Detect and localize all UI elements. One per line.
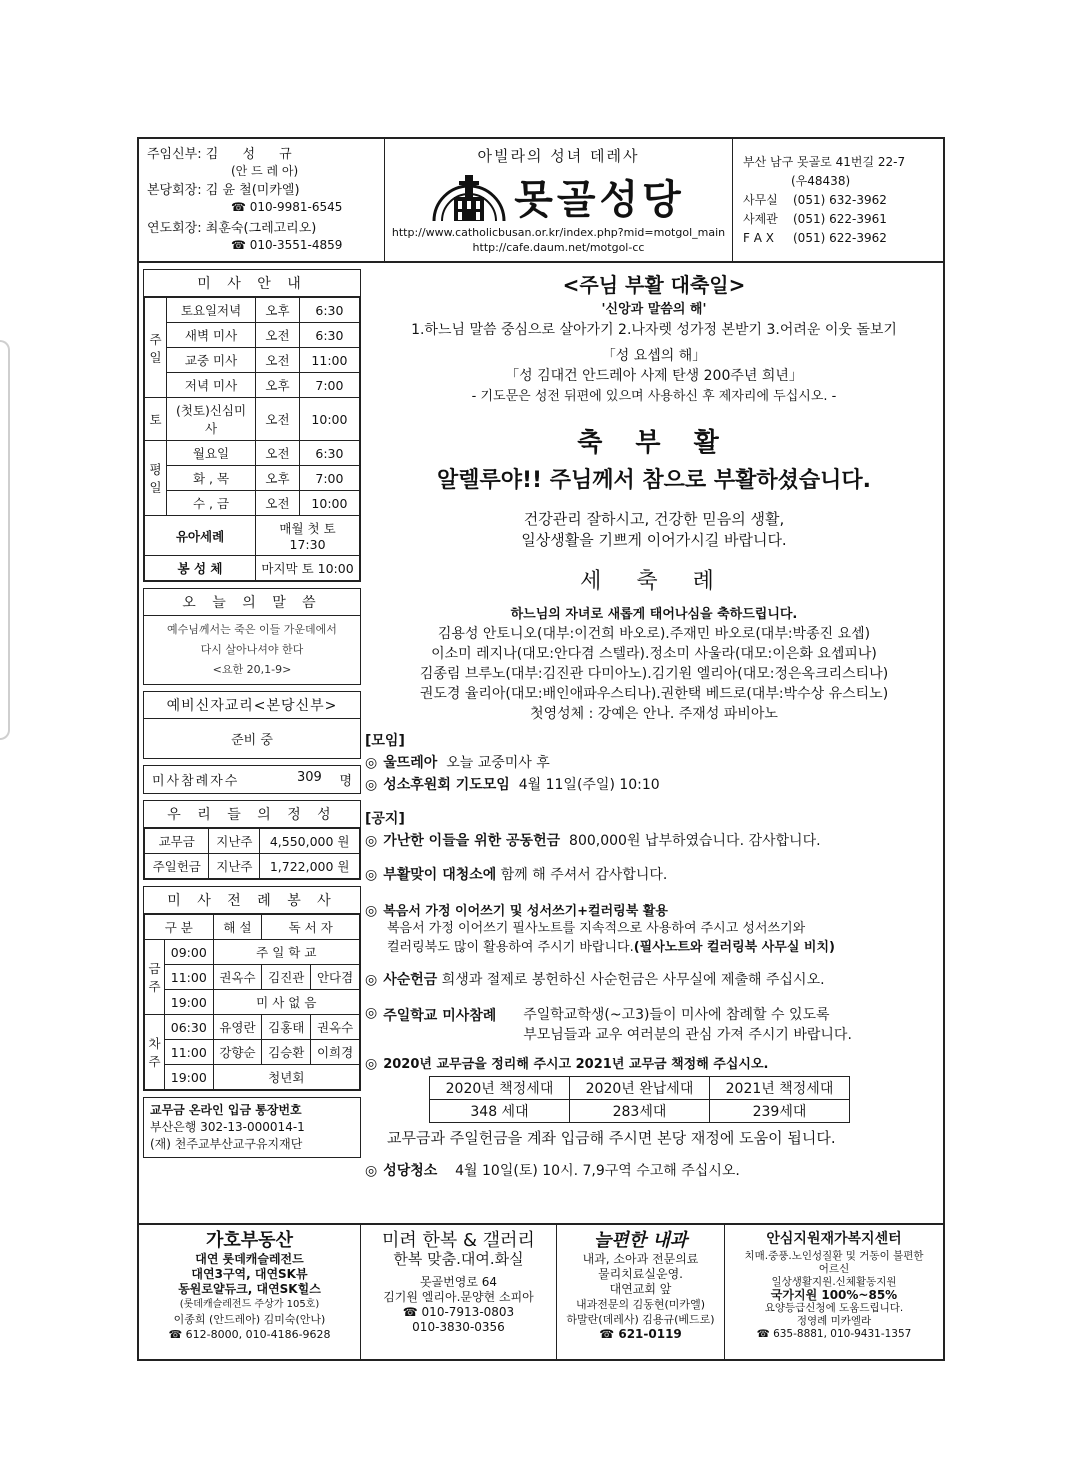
attendance-label: 미사참례자수 — [152, 774, 240, 789]
ad-line: 내과전문의 김동현(미카엘) — [576, 1298, 705, 1311]
ad-line: 대연 롯데캐슬레전드 — [195, 1252, 304, 1266]
bank-account-title: 교무금 온라인 입금 통장번호 — [150, 1103, 302, 1117]
catechumen-value: 준비 중 — [231, 733, 273, 748]
phone-icon: ☎ — [168, 1328, 186, 1341]
phone-icon: ☎ — [599, 1327, 619, 1341]
bible-title: 복음서 가정 이어쓰기 및 성서쓰기+컬러링북 활용 — [383, 904, 668, 919]
meeting-name: 성소후원회 기도모임 — [383, 777, 510, 793]
ad-welfare — [725, 1225, 943, 1359]
table-row — [145, 829, 360, 854]
server-name: 권옥수 — [311, 1015, 360, 1040]
ad-realestate — [139, 1225, 361, 1359]
server-name: 김진관 — [262, 965, 311, 990]
communion-sick-value: 마지막 토 10:00 — [256, 556, 360, 581]
bank-account-number: 부산은행 302-13-000014-1 — [150, 1120, 305, 1134]
ad-line: 대연3구역, 대연SK뷰 — [191, 1267, 308, 1281]
weekday-label: 평일 — [145, 441, 167, 516]
servers-table — [144, 914, 360, 1090]
server-name: 김승환 — [262, 1040, 311, 1065]
legion-phone: 010-3551-4859 — [249, 238, 343, 252]
offering-amount: 4,550,000 원 — [260, 829, 360, 854]
mass-time: 7:00 — [299, 373, 359, 398]
table-row — [145, 398, 360, 441]
ad-title: 안심지원재가복지센터 — [766, 1231, 902, 1247]
ad-line: 치매.중풍.노인성질환 및 거동이 불편한 — [744, 1250, 924, 1262]
special-year-1: 「성 요셉의 해」 — [601, 348, 707, 364]
fax-phone: (051) 622-3962 — [793, 231, 887, 245]
notice-text: 800,000원 납부하였습니다. 감사합니다. — [569, 833, 821, 849]
bullet-icon: ◎ — [365, 755, 378, 771]
ad-line: 이종희 (안드레아) 김미숙(안나) — [173, 1313, 326, 1326]
ad-line: 어르신 — [818, 1263, 850, 1275]
wish-line: 건강관리 잘하시고, 건강한 믿음의 생활, — [523, 510, 785, 528]
infant-baptism-value: 매월 첫 토 17:30 — [256, 516, 360, 556]
mass-ampm: 오전 — [256, 398, 300, 441]
household-table — [429, 1076, 850, 1123]
dues-note: 교무금과 주일헌금을 계좌 입금해 주시면 본당 재정에 도움이 됩니다. — [387, 1129, 836, 1147]
mass-name: 월요일 — [167, 441, 256, 466]
bullet-icon: ◎ — [365, 777, 378, 793]
mass-ampm: 오후 — [256, 298, 300, 323]
mass-name: 교중 미사 — [167, 348, 256, 373]
mass-time: 10:00 — [299, 398, 359, 441]
mass-time: 10:00 — [299, 491, 359, 516]
ad-line: 물리치료실운영. — [598, 1267, 683, 1281]
staff-info — [139, 139, 385, 261]
servers-title: 미 사 전 례 봉 사 — [144, 887, 360, 914]
ad-line: 못골번영로 64 — [419, 1275, 498, 1289]
ad-line: 한복 맞춤.대여.화실 — [393, 1250, 524, 1268]
parish-goals: 1.하느님 말씀 중심으로 살아가기 2.나자렛 성가정 본받기 3.어려운 이웃 돌보기 — [411, 322, 897, 338]
servers-box — [143, 886, 361, 1091]
legion-name: 최훈숙(그레고리오) — [205, 221, 317, 236]
bible-line: 복음서 가정 이어쓰기 필사노트를 지속적으로 사용하여 주시고 성서쓰기와 — [387, 921, 806, 936]
word-line: 예수님께서는 죽은 이들 가운데에서 — [167, 623, 337, 636]
household-count: 348 세대 — [430, 1100, 570, 1123]
office-label: 사무실 — [743, 193, 778, 207]
table-row — [145, 915, 360, 940]
ad-line: 요양등급신청에 도움드립니다. — [764, 1302, 904, 1314]
cleaning-text: 4월 10일(토) 10시. 7,9구역 수고해 주십시오. — [455, 1163, 740, 1179]
table-row — [145, 854, 360, 879]
office-phone: (051) 632-3962 — [793, 193, 887, 207]
contact-info — [733, 139, 943, 261]
server-time: 19:00 — [165, 990, 214, 1015]
ad-line: 일상생활지원.신체활동지원 — [771, 1276, 897, 1288]
ad-line: 하말란(데레사) 김용규(베드로) — [566, 1313, 715, 1326]
server-name: 권옥수 — [213, 965, 262, 990]
todays-word-title: 오 늘 의 말 씀 — [144, 589, 360, 616]
column-header: 독 서 자 — [262, 915, 360, 940]
side-scroll-handle[interactable] — [0, 340, 10, 740]
phone-icon: ☎ — [231, 238, 250, 252]
attendance-unit: 명 — [339, 774, 352, 789]
column-header: 2021년 책정세대 — [710, 1077, 850, 1100]
ad-clinic — [557, 1225, 725, 1359]
mass-name: 수 , 금 — [167, 491, 256, 516]
rectory-label: 사제관 — [743, 212, 778, 226]
ad-title: 가호부동산 — [206, 1230, 293, 1251]
mass-name: 토요일저녁 — [167, 298, 256, 323]
ad-line: (롯데캐슬레전드 주상가 105호) — [179, 1299, 320, 1310]
word-reference: <요한 20,1-9> — [212, 663, 292, 676]
ad-title: 미려 한복 & 갤러리 — [382, 1230, 535, 1251]
sunday-label: 주일 — [145, 298, 167, 398]
server-time: 11:00 — [165, 1040, 214, 1065]
server-time: 06:30 — [165, 1015, 214, 1040]
mass-ampm: 오후 — [256, 466, 300, 491]
mass-time: 6:30 — [299, 323, 359, 348]
lent-text: 희생과 절제로 봉헌하신 사순헌금은 사무실에 제출해 주십시오. — [441, 972, 825, 988]
table-row — [145, 348, 360, 373]
council-label: 본당회장: — [147, 183, 202, 198]
mass-name: (첫토)신심미사 — [167, 398, 256, 441]
bullet-icon: ◎ — [365, 903, 378, 919]
list-item — [365, 774, 943, 794]
pastor-name: 김 성 규 — [205, 147, 302, 162]
offering-name: 교무금 — [145, 829, 209, 854]
list-item — [365, 900, 943, 919]
ad-hanbok — [361, 1225, 557, 1359]
table-row — [145, 491, 360, 516]
fax-label: F A X — [743, 231, 774, 245]
ad-line: 내과, 소아과 전문의료 — [582, 1252, 699, 1266]
table-row — [145, 556, 360, 581]
offering-period: 지난주 — [209, 829, 260, 854]
pastor-label: 주임신부: — [147, 147, 202, 162]
ad-line: 621-0119 — [618, 1327, 682, 1341]
council-name: 김 윤 철(미카엘) — [205, 183, 300, 198]
table-row — [430, 1100, 850, 1123]
baptism-title: 세 축 례 — [580, 569, 728, 594]
ad-line: 010-3830-0356 — [412, 1320, 505, 1334]
dues-title: 2020년 교무금을 정리해 주시고 2021년 교무금 책정해 주십시오. — [383, 1057, 769, 1072]
offering-period: 지난주 — [209, 854, 260, 879]
mass-schedule — [143, 269, 361, 582]
bible-note: (필사노트와 컬러링북 사무실 비치) — [633, 940, 835, 955]
ad-line: 국가지원 100%~85% — [770, 1288, 898, 1302]
saturday-label: 토 — [145, 398, 167, 441]
list-item — [365, 864, 943, 884]
server-merged: 주 일 학 교 — [213, 940, 359, 965]
server-name: 이희경 — [311, 1040, 360, 1065]
ad-line: 635-8881, 010-9431-1357 — [773, 1328, 912, 1340]
catechumen-title: 예비신자교리<본당신부> — [144, 692, 360, 719]
mass-ampm: 오전 — [256, 323, 300, 348]
ad-line: 김기원 엘리아.문양현 소피아 — [383, 1290, 534, 1304]
mass-table — [144, 297, 360, 581]
mass-name: 저녁 미사 — [167, 373, 256, 398]
table-row — [145, 516, 360, 556]
cafe-link[interactable]: http://cafe.daum.net/motgol-cc — [472, 241, 645, 254]
advertisement-strip — [139, 1223, 943, 1359]
server-name: 강향순 — [213, 1040, 262, 1065]
attendance-box — [143, 765, 361, 794]
column-header: 2020년 책정세대 — [430, 1077, 570, 1100]
infant-baptism-label: 유아세례 — [145, 516, 256, 556]
bible-line: 컬러링북도 많이 활용하여 주시기 바랍니다. — [387, 940, 634, 955]
server-name: 안다겸 — [311, 965, 360, 990]
list-item — [365, 1005, 943, 1045]
column-header: 2020년 완납세대 — [570, 1077, 710, 1100]
first-communion: 첫영성체 : 강예은 안나. 주재성 파비아노 — [530, 706, 778, 722]
attendance-value: 309 — [297, 770, 322, 785]
mass-ampm: 오전 — [256, 441, 300, 466]
ad-title: 늘편한 내과 — [593, 1230, 688, 1251]
school-line: 부모님들과 교우 여러분의 관심 가져 주시기 바랍니다. — [523, 1027, 852, 1043]
school-name: 주일학교 미사참례 — [383, 1008, 497, 1024]
meeting-text: 오늘 교중미사 후 — [446, 755, 550, 771]
table-row — [145, 940, 360, 965]
bullet-icon: ◎ — [365, 1163, 378, 1179]
todays-word — [143, 588, 361, 685]
meeting-name: 울뜨레아 — [383, 755, 438, 771]
list-item — [365, 1160, 943, 1180]
mass-time: 7:00 — [299, 466, 359, 491]
server-name: 김홍태 — [262, 1015, 311, 1040]
notice-text: 함께 해 주셔서 감사합니다. — [500, 867, 668, 883]
parish-branding — [385, 139, 733, 261]
server-time: 11:00 — [165, 965, 214, 990]
parish-tagline: 아빌라의 성녀 데레사 — [477, 147, 640, 165]
column-header: 구 분 — [145, 915, 214, 940]
bullet-icon: ◎ — [365, 1056, 378, 1072]
council-phone: 010-9981-6545 — [249, 200, 343, 214]
catechumen-box — [143, 691, 361, 759]
wish-line: 일상생활을 기쁘게 이어가시길 바랍니다. — [521, 531, 787, 549]
column-header: 해 설 — [213, 915, 262, 940]
notice-name: 부활맞이 대청소에 — [383, 867, 497, 883]
bulletin-header — [139, 139, 943, 263]
sidebar — [143, 269, 361, 1164]
notice-section-label: [공지] — [365, 811, 405, 827]
main-content — [365, 269, 943, 1180]
year-theme: '신앙과 말씀의 해' — [601, 302, 707, 317]
church-logo-icon — [432, 171, 506, 223]
mass-ampm: 오전 — [256, 348, 300, 373]
table-row — [145, 1040, 360, 1065]
meeting-text: 4월 11일(주일) 10:10 — [518, 777, 660, 793]
server-merged: 미 사 없 음 — [213, 990, 359, 1015]
household-count: 283세대 — [570, 1100, 710, 1123]
bulletin-sheet — [137, 137, 945, 1361]
baptism-line: 권도경 율리아(대모:배인애파우스티나).권한택 베드로(대부:박수상 유스티노) — [419, 686, 889, 702]
offering-box — [143, 800, 361, 880]
phone-icon: ☎ — [402, 1305, 422, 1319]
list-item — [365, 752, 943, 772]
offering-table — [144, 828, 360, 879]
mass-ampm: 오전 — [256, 491, 300, 516]
table-row — [145, 1015, 360, 1040]
ad-line: 동원로얄듀크, 대연SK힐스 — [178, 1282, 321, 1296]
table-row — [145, 990, 360, 1015]
bullet-icon: ◎ — [365, 833, 378, 849]
household-count: 239세대 — [710, 1100, 850, 1123]
table-row — [145, 466, 360, 491]
table-row — [145, 298, 360, 323]
mass-time: 11:00 — [299, 348, 359, 373]
mass-name: 화 , 목 — [167, 466, 256, 491]
rectory-phone: (051) 622-3961 — [793, 212, 887, 226]
this-week-label: 금주 — [145, 940, 165, 1015]
zip-code: (우48438) — [791, 174, 851, 188]
ad-line: 010-7913-0803 — [421, 1305, 515, 1319]
offering-name: 주일헌금 — [145, 854, 209, 879]
special-year-2: 「성 김대건 안드레아 사제 탄생 200주년 희년」 — [505, 368, 803, 384]
legion-label: 연도회장: — [147, 221, 202, 236]
bullet-icon: ◎ — [365, 867, 378, 883]
server-time: 09:00 — [165, 940, 214, 965]
server-time: 19:00 — [165, 1065, 214, 1090]
table-row — [145, 965, 360, 990]
list-item — [365, 830, 943, 850]
baptism-line: 김용성 안토니오(대부:이건희 바오로).주재민 바오로(대부:박종진 요셉) — [437, 626, 871, 642]
ad-line: 정영례 미카엘라 — [796, 1315, 872, 1327]
communion-sick-label: 봉 성 체 — [145, 556, 256, 581]
table-row — [145, 1065, 360, 1090]
school-line: 주일학교학생(~고3)들이 미사에 참례할 수 있도록 — [523, 1007, 830, 1023]
offering-amount: 1,722,000 원 — [260, 854, 360, 879]
list-item — [365, 1053, 943, 1072]
prayer-note: - 기도문은 성전 뒤편에 있으며 사용하신 후 제자리에 두십시오. - — [471, 389, 837, 404]
notice-name: 가난한 이들을 위한 공동헌금 — [383, 833, 561, 849]
mass-ampm: 오후 — [256, 373, 300, 398]
parish-name: 못골성당 — [514, 177, 685, 223]
mass-schedule-title: 미 사 안 내 — [144, 270, 360, 297]
mass-time: 6:30 — [299, 441, 359, 466]
offering-title: 우 리 들 의 정 성 — [144, 801, 360, 828]
table-row — [430, 1077, 850, 1100]
table-row — [145, 323, 360, 348]
cleaning-name: 성당청소 — [383, 1163, 438, 1179]
feast-title: <주님 부활 대축일> — [562, 273, 746, 297]
homepage-link[interactable]: http://www.catholicbusan.or.kr/index.php?mid=motgol_main — [391, 226, 726, 239]
bank-account-holder: (재) 천주교부산교구유지재단 — [150, 1137, 303, 1151]
list-item — [365, 969, 943, 989]
mass-name: 새벽 미사 — [167, 323, 256, 348]
phone-icon: ☎ — [756, 1328, 774, 1340]
phone-icon: ☎ — [231, 200, 250, 214]
table-row — [145, 373, 360, 398]
ad-line: 대연교회 앞 — [609, 1282, 672, 1296]
word-line: 다시 살아나셔야 한다 — [200, 643, 304, 656]
meeting-section-label: [모임] — [365, 733, 405, 749]
bank-account-box — [143, 1097, 361, 1158]
lent-name: 사순헌금 — [383, 972, 438, 988]
table-row — [145, 441, 360, 466]
bullet-icon: ◎ — [365, 972, 378, 988]
next-week-label: 차주 — [145, 1015, 165, 1090]
easter-greeting: 축 부 활 — [577, 428, 731, 458]
mass-time: 6:30 — [299, 298, 359, 323]
address: 부산 남구 못골로 41번길 22-7 — [743, 155, 906, 169]
bullet-icon: ◎ — [365, 1005, 378, 1021]
ad-line: 612-8000, 010-4186-9628 — [185, 1328, 331, 1341]
pastor-baptismal: (안 드 레 아) — [231, 164, 299, 178]
baptism-line: 이소미 레지나(대모:안다겸 스텔라).정소미 사울라(대모:이은화 요셉피나) — [431, 646, 877, 662]
baptism-line: 김종림 브루노(대부:김진관 다미아노).김기원 엘리아(대모:정은옥크리스티나) — [419, 666, 889, 682]
alleluia-text: 알렐루야!! 주님께서 참으로 부활하셨습니다. — [437, 468, 871, 493]
baptism-subtitle: 하느님의 자녀로 새롭게 태어나심을 축하드립니다. — [510, 607, 798, 622]
server-merged: 청년회 — [213, 1065, 359, 1090]
server-name: 유영란 — [213, 1015, 262, 1040]
